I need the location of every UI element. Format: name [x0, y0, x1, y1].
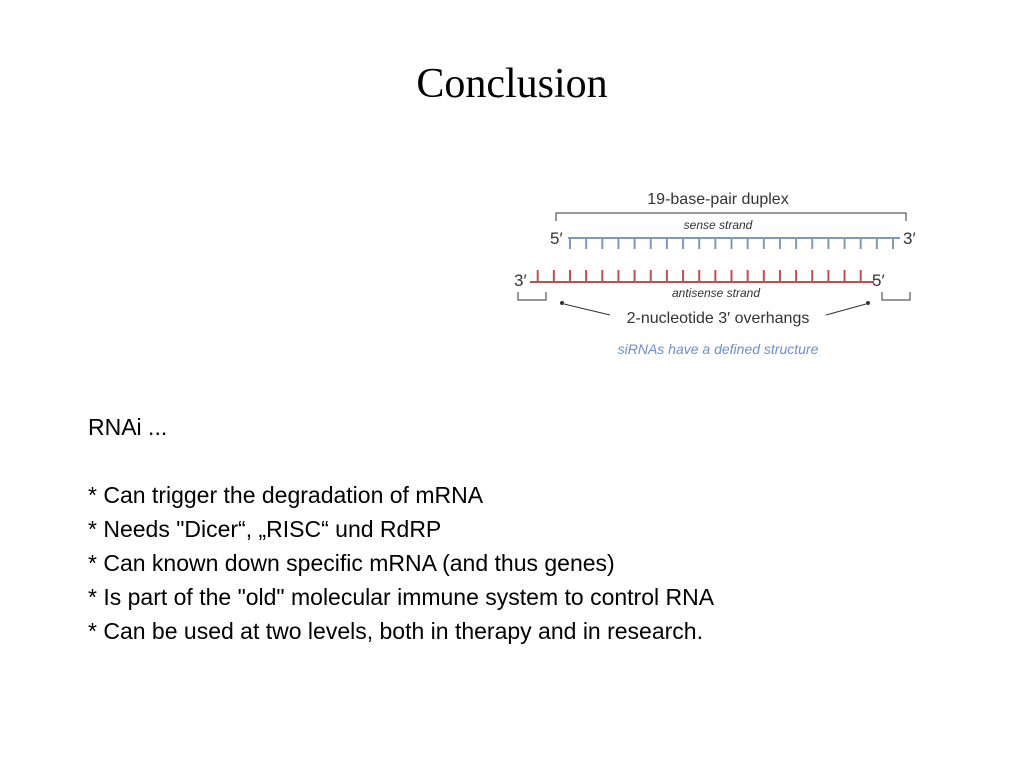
antisense-strand-label: antisense strand: [671, 286, 761, 300]
overhang-dot-left: [560, 301, 564, 305]
bullet-item: * Is part of the "old" molecular immune system to control RNA: [88, 584, 715, 610]
bullet-item: * Needs "Dicer“, „RISC“ und RdRP: [88, 516, 442, 542]
sense-5prime-label: 5′: [550, 229, 563, 248]
intro-text: RNAi ...: [88, 414, 168, 440]
overhang-label: 2-nucleotide 3′ overhangs: [626, 310, 810, 327]
bullet-item: * Can be used at two levels, both in therapy and in research.: [88, 618, 703, 644]
overhang-pointer-left: [564, 304, 610, 315]
slide-body: [88, 410, 988, 648]
bullet-item: * Can known down specific mRNA (and thus genes): [88, 550, 615, 576]
sense-3prime-label: 3′: [903, 229, 916, 248]
sirna-diagram-svg: [508, 182, 928, 372]
overhang-bracket-left: [518, 292, 546, 300]
bullet-list: [88, 478, 988, 648]
antisense-strand-bases: [538, 270, 861, 282]
overhang-pointer-right: [826, 304, 866, 315]
bullet-item: * Can trigger the degradation of mRNA: [88, 482, 484, 508]
figure-caption: siRNAs have a defined structure: [617, 341, 819, 357]
sirna-diagram: [508, 182, 928, 372]
sense-strand-bases: [570, 238, 893, 249]
slide-title: Conclusion: [416, 61, 608, 107]
antisense-5prime-label: 5′: [872, 271, 885, 290]
overhang-bracket-right: [882, 292, 910, 300]
duplex-label: 19-base-pair duplex: [647, 191, 789, 208]
sense-strand-label: sense strand: [683, 218, 753, 232]
overhang-dot-right: [866, 301, 870, 305]
antisense-3prime-label: 3′: [514, 271, 527, 290]
